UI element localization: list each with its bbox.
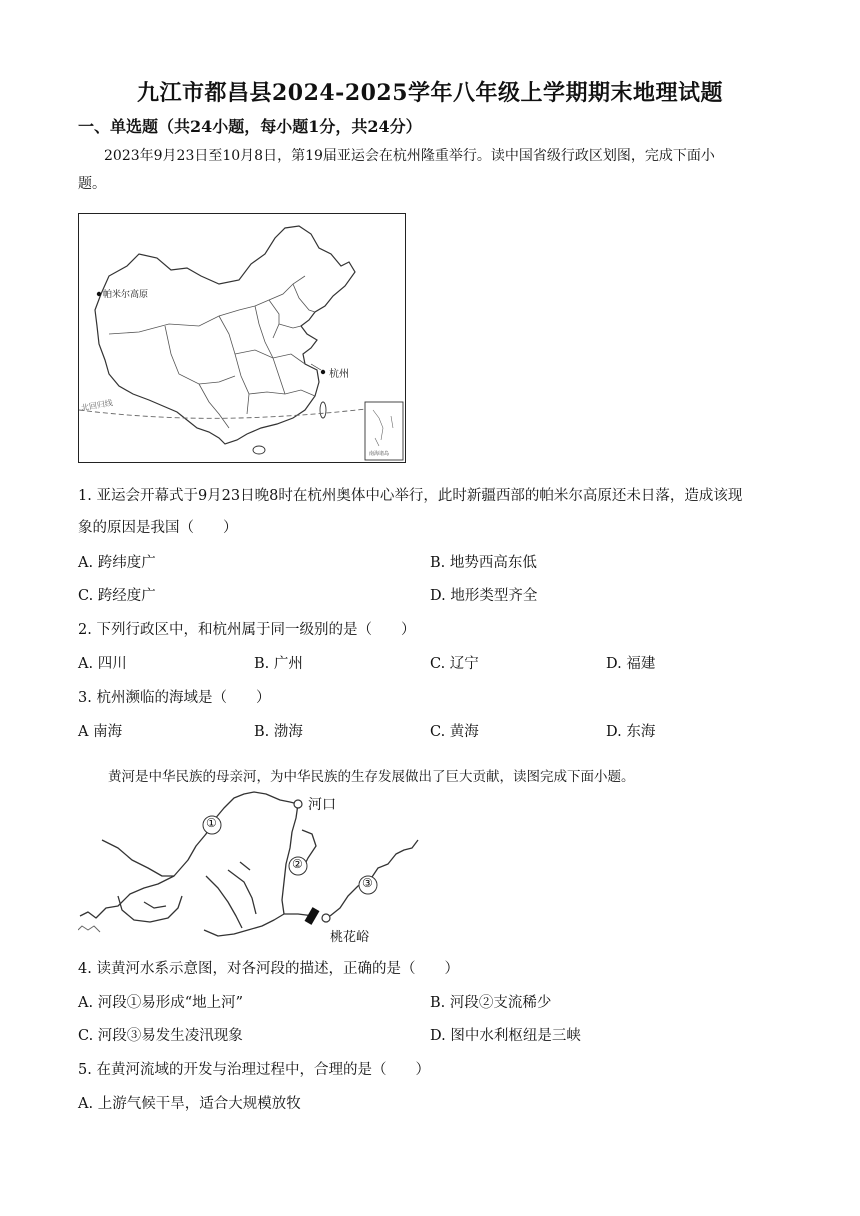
map-label-section-2: ②	[292, 857, 303, 871]
question-1-stem: 1. 亚运会开幕式于9月23日晚8时在杭州奥体中心举行，此时新疆西部的帕米尔高原还未日落，造成该现	[78, 488, 743, 504]
question-3-option-d: D. 东海	[606, 724, 656, 740]
question-1-option-a: A. 跨纬度广	[78, 555, 156, 571]
section-heading: 一、单选题（共24小题，每小题1分，共24分）	[78, 117, 422, 136]
china-map-graphic	[79, 214, 405, 462]
question-2-stem: 2. 下列行政区中，和杭州属于同一级别的是（ ）	[78, 622, 416, 638]
map-label-section-3: ③	[362, 876, 373, 890]
question-3-option-b: B. 渤海	[254, 724, 303, 740]
question-2-option-b: B. 广州	[254, 656, 303, 672]
question-3-stem: 3. 杭州濒临的海域是（ ）	[78, 690, 271, 706]
question-4-option-c: C. 河段③易发生凌汛现象	[78, 1028, 243, 1044]
map-label-pamir: 帕米尔高原	[103, 290, 149, 300]
yellow-river-map	[78, 790, 458, 950]
question-3-option-c: C. 黄海	[430, 724, 479, 740]
intro-paragraph-1: 2023年9月23日至10月8日，第19届亚运会在杭州隆重举行。读中国省级行政区划图，完成下面小	[104, 148, 715, 164]
map-label-section-1: ①	[206, 816, 217, 830]
map-label-taohuayu: 桃花峪	[330, 930, 370, 945]
question-2-option-a: A. 四川	[78, 656, 127, 672]
question-1-option-b: B. 地势西高东低	[430, 555, 537, 571]
intro-paragraph-2: 黄河是中华民族的母亲河，为中华民族的生存发展做出了巨大贡献，读图完成下面小题。	[108, 769, 635, 785]
yellow-river-graphic	[78, 790, 458, 950]
map-label-nanhai: 南海诸岛	[369, 451, 390, 457]
question-3-option-a: A 南海	[78, 724, 123, 740]
question-4-option-b: B. 河段②支流稀少	[430, 995, 552, 1011]
question-1-option-d: D. 地形类型齐全	[430, 588, 538, 604]
question-4-option-a: A. 河段①易形成“地上河”	[78, 995, 244, 1011]
china-province-map	[78, 213, 406, 463]
page-title: 九江市都昌县2024-2025学年八年级上学期期末地理试题	[136, 80, 724, 106]
question-4-option-d: D. 图中水利枢纽是三峡	[430, 1028, 581, 1044]
question-5-stem: 5. 在黄河流域的开发与治理过程中，合理的是（ ）	[78, 1062, 430, 1078]
question-2-option-d: D. 福建	[606, 656, 656, 672]
map-label-hekou: 河口	[308, 797, 336, 813]
map-label-hangzhou: 杭州	[329, 369, 349, 380]
map-label-tropic: 北回归线	[80, 398, 114, 413]
question-2-option-c: C. 辽宁	[430, 656, 479, 672]
question-4-stem: 4. 读黄河水系示意图，对各河段的描述，正确的是（ ）	[78, 961, 459, 977]
question-1-option-c: C. 跨经度广	[78, 588, 156, 604]
question-5-option-a: A. 上游气候干旱，适合大规模放牧	[78, 1096, 301, 1112]
question-1-stem-cont: 象的原因是我国（ ）	[78, 520, 238, 536]
intro-paragraph-1-cont: 题。	[78, 176, 106, 192]
